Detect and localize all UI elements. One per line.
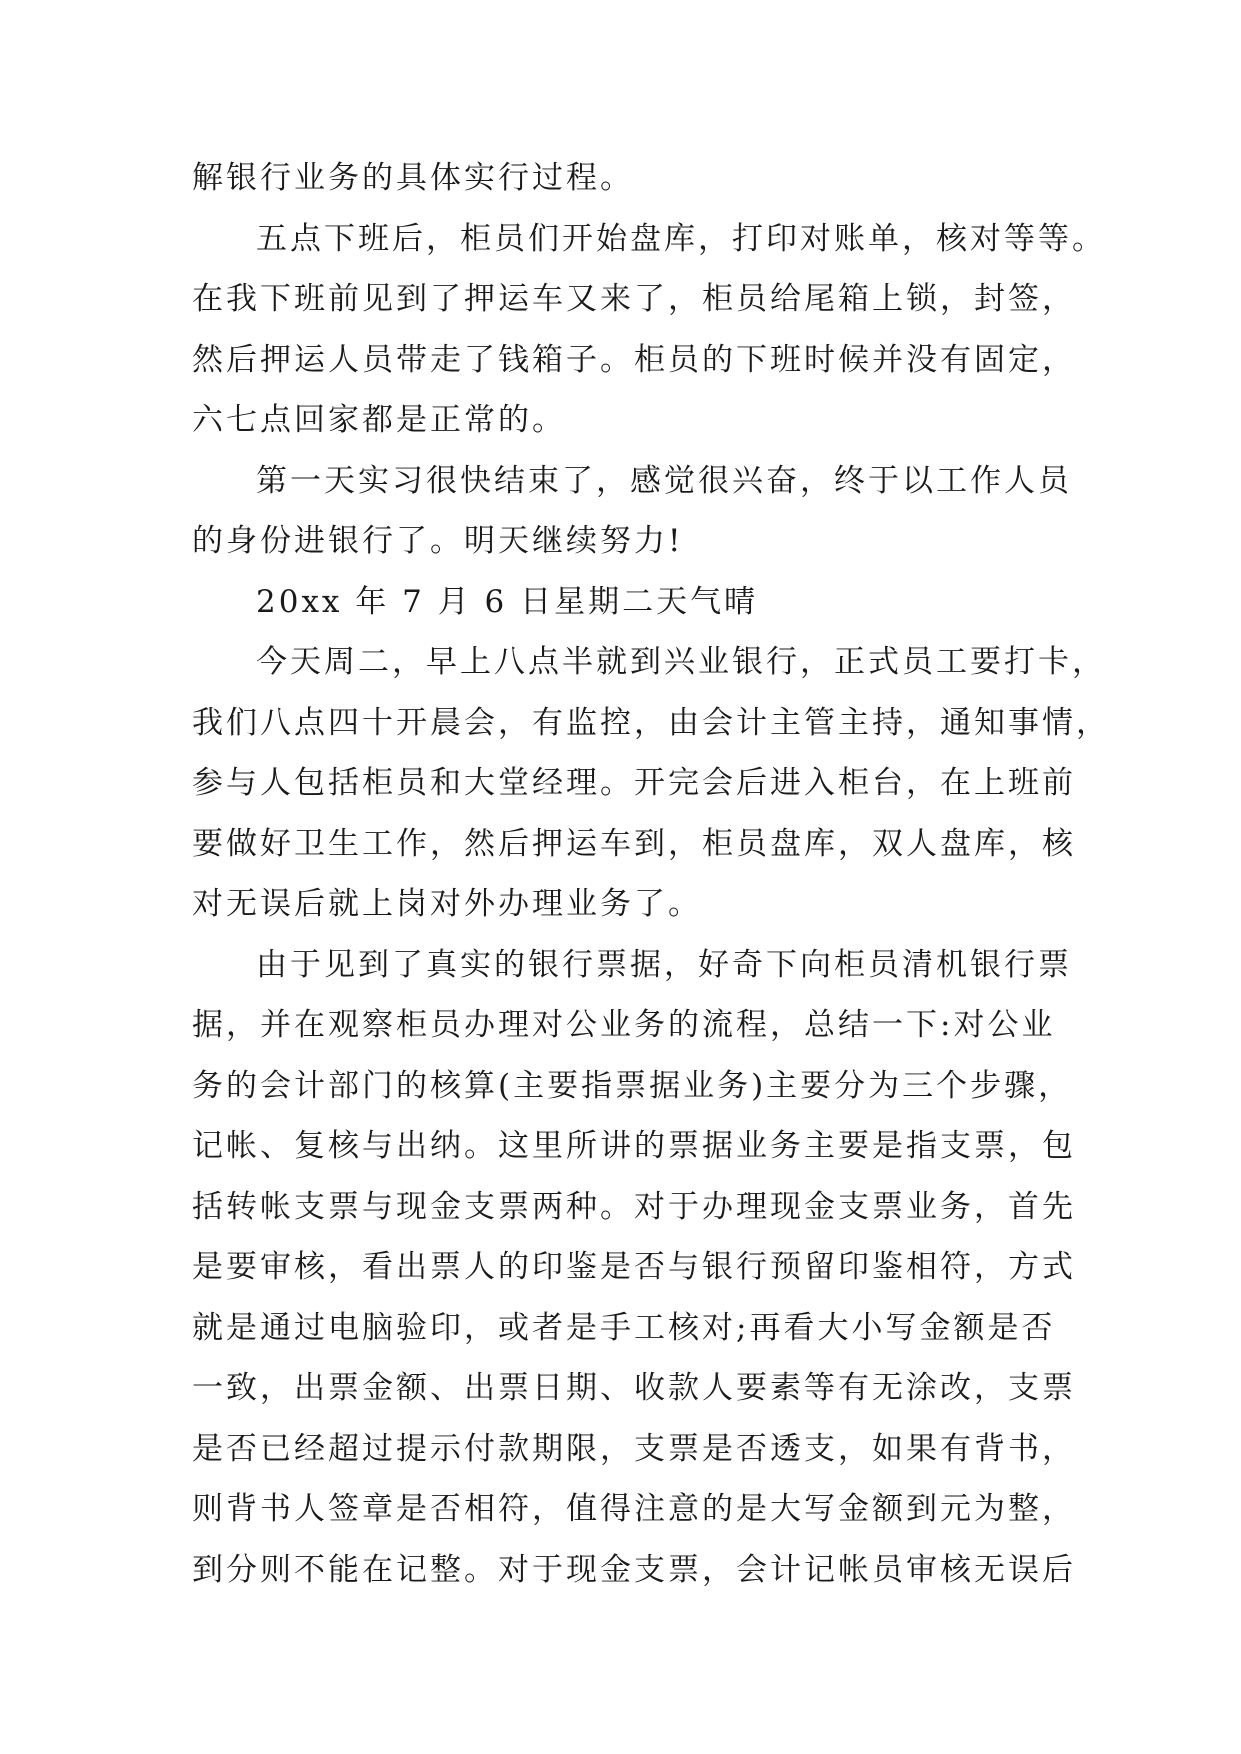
text-line: 一致，出票金额、出票日期、收款人要素等有无涂改，支票	[192, 1370, 1076, 1406]
text-line: 则背书人签章是否相符，值得注意的是大写金额到元为整，	[192, 1491, 1076, 1527]
text-line: 解银行业务的具体实行过程。	[192, 160, 634, 196]
text-line: 然后押运人员带走了钱箱子。柜员的下班时候并没有固定，	[192, 341, 1076, 378]
text-line: 对无误后就上岗对外办理业务了。	[192, 886, 702, 922]
text-line: 第一天实习很快结束了，感觉很兴奋，终于以工作人员	[256, 462, 1072, 499]
date-line: 20xx 年 7 月 6 日星期二天气晴	[256, 583, 759, 620]
text-line: 记帐、复核与出纳。这里所讲的票据业务主要是指支票，包	[192, 1128, 1076, 1164]
text-line: 到分则不能在记整。对于现金支票，会计记帐员审核无误后	[192, 1551, 1076, 1588]
text-line: 就是通过电脑验印，或者是手工核对;再看大小写金额是否	[192, 1309, 1056, 1346]
text-line: 据，并在观察柜员办理对公业务的流程，总结一下:对公业	[192, 1007, 1056, 1043]
text-line: 五点下班后，柜员们开始盘库，打印对账单，核对等等。	[256, 220, 1106, 257]
text-line: 今天周二，早上八点半就到兴业银行，正式员工要打卡，	[256, 644, 1106, 680]
text-line: 六七点回家都是正常的。	[192, 402, 566, 438]
text-line: 在我下班前见到了押运车又来了，柜员给尾箱上锁，封签，	[192, 281, 1076, 317]
text-line: 务的会计部门的核算(主要指票据业务)主要分为三个步骤，	[192, 1067, 1073, 1104]
text-line: 的身份进银行了。明天继续努力!	[192, 523, 684, 559]
text-line: 由于见到了真实的银行票据，好奇下向柜员清机银行票	[256, 946, 1072, 983]
text-line: 要做好卫生工作，然后押运车到，柜员盘库，双人盘库，核	[192, 825, 1076, 862]
text-line: 是否已经超过提示付款期限，支票是否透支，如果有背书，	[192, 1430, 1076, 1467]
text-line: 括转帐支票与现金支票两种。对于办理现金支票业务，首先	[192, 1188, 1076, 1225]
body-text	[192, 148, 1110, 1600]
text-line: 我们八点四十开晨会，有监控，由会计主管主持，通知事情，	[192, 704, 1110, 741]
text-line: 参与人包括柜员和大堂经理。开完会后进入柜台，在上班前	[192, 765, 1076, 801]
text-line: 是要审核，看出票人的印鉴是否与银行预留印鉴相符，方式	[192, 1249, 1076, 1285]
